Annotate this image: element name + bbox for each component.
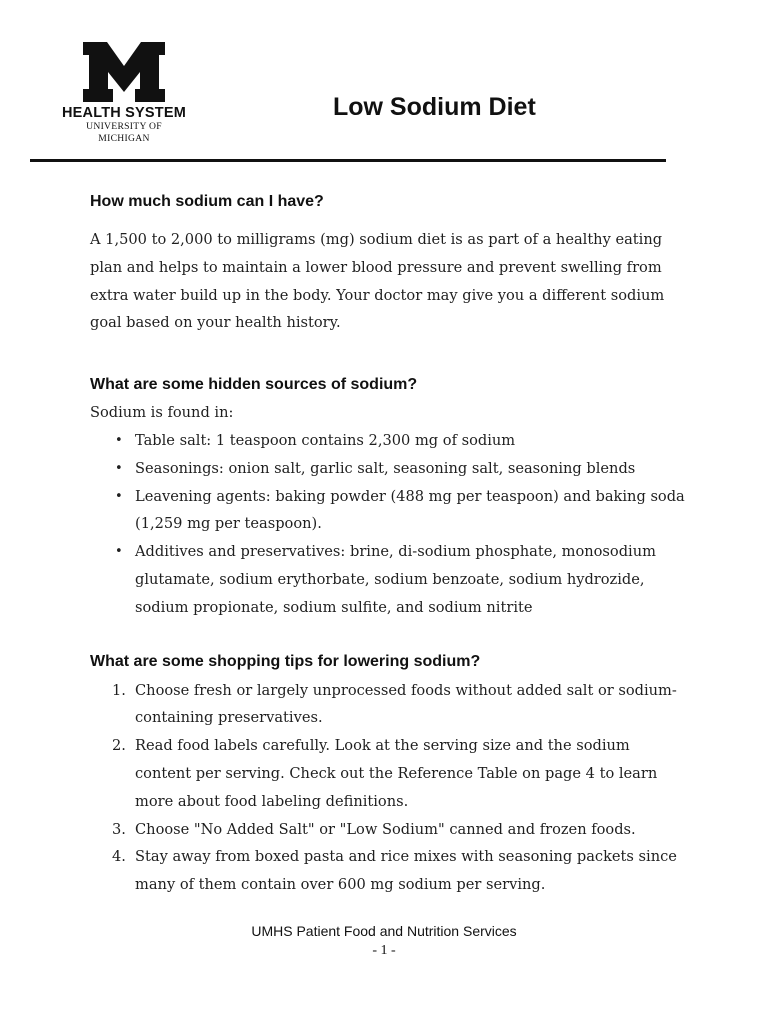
list-item: • Leavening agents: baking powder (488 mg per teaspoon) and baking soda (1,259 mg per teaspoon).: [135, 483, 690, 539]
page-title: Low Sodium Diet: [333, 93, 536, 121]
section-body-sodium-amount: A 1,500 to 2,000 to milligrams (mg) sodium diet is as part of a healthy eating plan and helps to maintain a lower blood pressure and prevent swelling from extra water build up in the body. Your doctor may give you a different sodium goal based on your health history.: [90, 231, 665, 332]
list-item-text: Choose "No Added Salt" or "Low Sodium" canned and frozen foods.: [135, 820, 636, 838]
block-m-logo-icon: [83, 42, 165, 102]
logo-line-university: UNIVERSITY OF MICHIGAN: [86, 121, 162, 144]
list-item: • Table salt: 1 teaspoon contains 2,300 mg of sodium: [135, 427, 690, 455]
list-item-text: Choose fresh or largely unprocessed foods without added salt or sodium-containing preservatives.: [135, 681, 677, 727]
shopping-tips-list: [90, 677, 690, 899]
list-number: 2.: [112, 737, 126, 755]
page-number: - 1 -: [372, 943, 396, 958]
document-body: [90, 190, 690, 899]
list-number: 1.: [112, 681, 126, 699]
list-number: 3.: [112, 820, 126, 838]
section-heading-sodium-amount: How much sodium can I have?: [90, 193, 324, 210]
logo: [62, 42, 186, 145]
list-item: [112, 677, 690, 733]
section-heading-hidden-sources: What are some hidden sources of sodium?: [90, 376, 418, 394]
logo-line-health-system: HEALTH SYSTEM: [62, 105, 186, 121]
list-item-text: Stay away from boxed pasta and rice mixes with seasoning packets since many of them contain over 600 mg sodium per serving.: [135, 848, 677, 894]
list-item: • Seasonings: onion salt, garlic salt, seasoning salt, seasoning blends: [135, 455, 690, 483]
list-item: [112, 816, 690, 844]
header-divider: [30, 159, 666, 162]
hidden-sources-intro: Sodium is found in:: [90, 404, 234, 422]
list-item-text: Read food labels carefully. Look at the serving size and the sodium content per serving. Check out the Reference Table on page 4 to learn more about food labeling definitions.: [135, 737, 658, 810]
list-number: 4.: [112, 848, 126, 866]
list-item: • Additives and preservatives: brine, di-sodium phosphate, monosodium glutamate, sodium erythorbate, sodium benzoate, sodium hydrozide, sodium propionate, sodium sulfite, and sodium nitrite: [135, 538, 690, 621]
page-footer: [0, 922, 768, 960]
footer-org: UMHS Patient Food and Nutrition Services: [251, 923, 517, 939]
section-heading-shopping-tips: What are some shopping tips for lowering sodium?: [90, 652, 481, 670]
list-item: [112, 732, 690, 815]
hidden-sources-list: [90, 427, 690, 622]
list-item: [112, 843, 690, 899]
